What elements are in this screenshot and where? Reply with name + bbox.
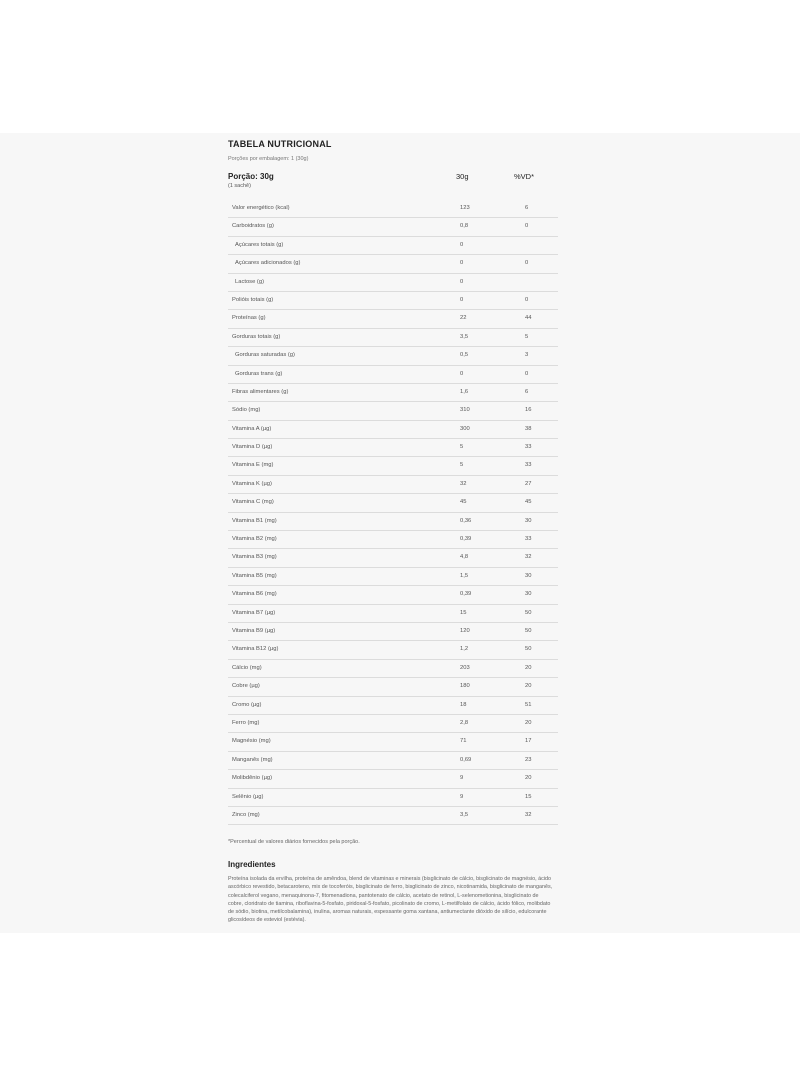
daily-value: 20 bbox=[525, 775, 532, 782]
daily-value: 3 bbox=[525, 352, 529, 359]
nutrient-label: Zinco (mg) bbox=[232, 811, 260, 818]
daily-value: 30 bbox=[525, 591, 532, 598]
nutrient-label: Gorduras trans (g) bbox=[235, 370, 283, 377]
table-row bbox=[228, 200, 558, 218]
table-header bbox=[228, 172, 558, 200]
amount-value: 0 bbox=[460, 278, 464, 285]
table-row bbox=[228, 292, 558, 310]
daily-value: 50 bbox=[525, 627, 532, 634]
daily-value: 30 bbox=[525, 572, 532, 579]
amount-value: 0 bbox=[460, 370, 464, 377]
nutrient-label: Polióis totais (g) bbox=[232, 296, 274, 303]
nutrient-label: Vitamina B7 (µg) bbox=[232, 609, 276, 616]
nutrient-label: Açúcares totais (g) bbox=[235, 241, 284, 248]
nutrient-label: Vitamina B6 (mg) bbox=[232, 591, 277, 598]
servings-per-package: Porções por embalagem: 1 (30g) bbox=[228, 156, 309, 162]
daily-value: 16 bbox=[525, 407, 532, 414]
table-row bbox=[228, 347, 558, 365]
daily-value: 32 bbox=[525, 554, 532, 561]
nutrient-label: Ferro (mg) bbox=[232, 719, 260, 726]
amount-value: 22 bbox=[460, 315, 467, 322]
amount-value: 0,8 bbox=[460, 223, 469, 230]
nutrient-label: Cobre (µg) bbox=[232, 683, 260, 690]
amount-value: 0,36 bbox=[460, 517, 472, 524]
column-header-amount: 30g bbox=[456, 172, 469, 181]
table-row bbox=[228, 402, 558, 420]
amount-value: 310 bbox=[460, 407, 470, 414]
table-row bbox=[228, 678, 558, 696]
table-row bbox=[228, 366, 558, 384]
amount-value: 1,5 bbox=[460, 572, 469, 579]
daily-value: 33 bbox=[525, 536, 532, 543]
daily-value: 38 bbox=[525, 425, 532, 432]
amount-value: 120 bbox=[460, 627, 470, 634]
nutrient-label: Proteínas (g) bbox=[232, 315, 266, 322]
table-row bbox=[228, 384, 558, 402]
table-row bbox=[228, 623, 558, 641]
daily-value: 6 bbox=[525, 205, 529, 211]
daily-value: 15 bbox=[525, 793, 532, 800]
footnote: *Percentual de valores diários fornecidos pela porção. bbox=[228, 839, 360, 846]
nutrient-label: Vitamina B1 (mg) bbox=[232, 517, 277, 524]
daily-value: 50 bbox=[525, 609, 532, 616]
amount-value: 32 bbox=[460, 480, 467, 487]
nutrient-label: Sódio (mg) bbox=[232, 407, 261, 414]
table-row bbox=[228, 568, 558, 586]
table-row bbox=[228, 457, 558, 475]
table-row bbox=[228, 439, 558, 457]
daily-value: 45 bbox=[525, 499, 532, 506]
table-row bbox=[228, 531, 558, 549]
nutrient-label: Vitamina B9 (µg) bbox=[232, 627, 276, 634]
table-row bbox=[228, 218, 558, 236]
table-row bbox=[228, 641, 558, 659]
amount-value: 5 bbox=[460, 444, 464, 451]
amount-value: 0,39 bbox=[460, 591, 472, 598]
nutrient-label: Vitamina C (mg) bbox=[232, 499, 274, 506]
daily-value: 0 bbox=[525, 223, 529, 230]
amount-value: 0 bbox=[460, 296, 464, 303]
daily-value: 20 bbox=[525, 719, 532, 726]
amount-value: 0 bbox=[460, 260, 464, 267]
daily-value: 20 bbox=[525, 664, 532, 671]
amount-value: 3,5 bbox=[460, 811, 469, 818]
nutrient-label: Vitamina E (mg) bbox=[232, 462, 274, 469]
nutrient-label: Selênio (µg) bbox=[232, 793, 264, 800]
table-row bbox=[228, 586, 558, 604]
amount-value: 5 bbox=[460, 462, 464, 469]
sachet-label: (1 sachê) bbox=[228, 183, 251, 189]
daily-value: 44 bbox=[525, 315, 532, 322]
nutrient-label: Gorduras totais (g) bbox=[232, 333, 281, 340]
nutrient-label: Vitamina B2 (mg) bbox=[232, 536, 277, 543]
daily-value: 33 bbox=[525, 444, 532, 451]
amount-value: 1,2 bbox=[460, 646, 469, 653]
amount-value: 180 bbox=[460, 683, 470, 690]
nutrient-label: Lactose (g) bbox=[235, 278, 264, 285]
amount-value: 9 bbox=[460, 775, 464, 782]
daily-value: 0 bbox=[525, 260, 529, 267]
daily-value: 23 bbox=[525, 756, 532, 763]
daily-value: 5 bbox=[525, 333, 529, 340]
table-row bbox=[228, 274, 558, 292]
amount-value: 2,8 bbox=[460, 719, 469, 726]
daily-value: 32 bbox=[525, 811, 532, 818]
table-row bbox=[228, 494, 558, 512]
nutrient-label: Vitamina K (µg) bbox=[232, 480, 272, 487]
nutrient-label: Gorduras saturadas (g) bbox=[235, 352, 295, 359]
nutrient-label: Manganês (mg) bbox=[232, 756, 273, 763]
amount-value: 0,39 bbox=[460, 536, 472, 543]
daily-value: 27 bbox=[525, 480, 532, 487]
daily-value: 0 bbox=[525, 370, 529, 377]
nutrient-label: Vitamina B3 (mg) bbox=[232, 554, 277, 561]
daily-value: 6 bbox=[525, 388, 529, 395]
table-row bbox=[228, 329, 558, 347]
daily-value: 20 bbox=[525, 683, 532, 690]
table-row bbox=[228, 733, 558, 751]
daily-value: 51 bbox=[525, 701, 532, 708]
table-row bbox=[228, 807, 558, 825]
table-row bbox=[228, 697, 558, 715]
nutrient-label: Vitamina A (µg) bbox=[232, 425, 272, 432]
page-title: TABELA NUTRICIONAL bbox=[228, 139, 332, 149]
ingredients-text: Proteína isolada da ervilha, proteína de amêndoa, blend de vitaminas e minerais (bisglicinato de cálcio, bisglicinato de magnésio, ácido ascórbico revestido, betacaroteno, mix de tocoferóis, bisglicinato de ferro, bisglicinato de zinco, nicotinamida, bisglicinato de manganês, colecalciferol vegano, menaquinona-7, fitomenadiona, pantotenato de cálcio, acetato de retinol, L-selenometionina, bisglicinato de cobre, cloridrato de tiamina, riboflavina-5-fosfato, piridoxal-5-fosfato, picolinato de cromo, L-metilfolato de cálcio, ácido fólico, molibdato de sódio, biotina, metilcobalamina), inulina, aromas naturais, espessante goma xantana, antiumectante dióxido de silício, edulcorante glicosídeos de esteviol (estévia). bbox=[228, 876, 553, 924]
table-row bbox=[228, 310, 558, 328]
daily-value: 17 bbox=[525, 738, 532, 745]
nutrient-label: Cálcio (mg) bbox=[232, 664, 262, 671]
table-row bbox=[228, 421, 558, 439]
table-row bbox=[228, 770, 558, 788]
nutrition-table bbox=[228, 200, 558, 825]
amount-value: 18 bbox=[460, 701, 467, 708]
amount-value: 0 bbox=[460, 241, 464, 248]
nutrient-label: Magnésio (mg) bbox=[232, 738, 271, 745]
portion-label: Porção: 30g bbox=[228, 172, 274, 181]
amount-value: 71 bbox=[460, 738, 467, 745]
daily-value: 50 bbox=[525, 646, 532, 653]
table-row bbox=[228, 255, 558, 273]
nutrient-label: Fibras alimentares (g) bbox=[232, 388, 289, 395]
amount-value: 1,6 bbox=[460, 388, 469, 395]
column-header-dv: %VD* bbox=[514, 172, 535, 181]
nutrient-label: Vitamina D (µg) bbox=[232, 444, 273, 451]
nutrient-label: Molibdênio (µg) bbox=[232, 775, 273, 782]
table-row bbox=[228, 513, 558, 531]
nutrient-label: Valor energético (kcal) bbox=[232, 205, 290, 211]
table-row bbox=[228, 476, 558, 494]
amount-value: 203 bbox=[460, 664, 470, 671]
table-row bbox=[228, 715, 558, 733]
table-row bbox=[228, 660, 558, 678]
amount-value: 0,69 bbox=[460, 756, 472, 763]
table-row bbox=[228, 549, 558, 567]
daily-value: 30 bbox=[525, 517, 532, 524]
daily-value: 0 bbox=[525, 296, 529, 303]
nutrient-label: Cromo (µg) bbox=[232, 701, 262, 708]
table-row bbox=[228, 605, 558, 623]
nutrition-section bbox=[228, 139, 558, 925]
daily-value: 33 bbox=[525, 462, 532, 469]
amount-value: 15 bbox=[460, 609, 467, 616]
table-row bbox=[228, 752, 558, 770]
nutrient-label: Carboidratos (g) bbox=[232, 223, 274, 230]
amount-value: 45 bbox=[460, 499, 467, 506]
ingredients-title: Ingredientes bbox=[228, 860, 276, 870]
amount-value: 4,8 bbox=[460, 554, 469, 561]
amount-value: 123 bbox=[460, 205, 470, 211]
amount-value: 9 bbox=[460, 793, 464, 800]
nutrient-label: Vitamina B12 (µg) bbox=[232, 646, 279, 653]
amount-value: 3,5 bbox=[460, 333, 469, 340]
table-row bbox=[228, 789, 558, 807]
amount-value: 0,5 bbox=[460, 352, 469, 359]
nutrient-label: Açúcares adicionados (g) bbox=[235, 260, 301, 267]
nutrient-label: Vitamina B5 (mg) bbox=[232, 572, 277, 579]
table-row bbox=[228, 237, 558, 255]
amount-value: 300 bbox=[460, 425, 470, 432]
